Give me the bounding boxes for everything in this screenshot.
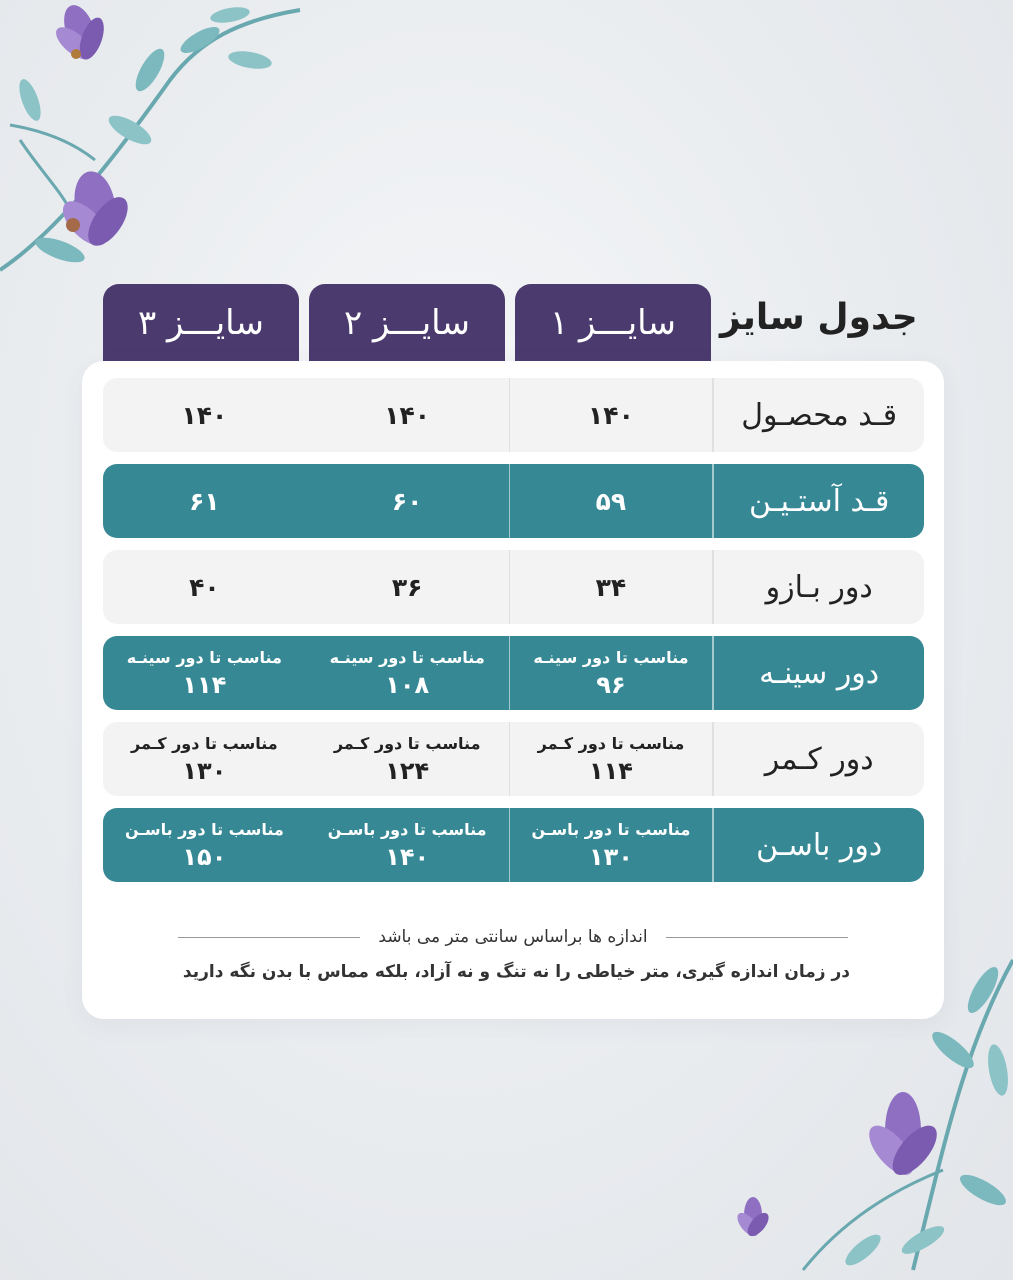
size-header-3: سایـــز ۳ (103, 284, 299, 361)
cell-size-1 (510, 722, 714, 796)
fit-note: مناسب تا دور کـمر (333, 733, 481, 753)
cell-size-2 (306, 464, 510, 538)
cell-size-3 (103, 464, 306, 538)
cell-size-2 (306, 808, 510, 882)
value: ۱۱۴ (182, 670, 227, 699)
cell-size-3 (103, 636, 306, 710)
row-label: قـد محصـول (713, 378, 924, 452)
table-row-arm-circumference (103, 550, 924, 624)
value: ۳۴ (595, 572, 627, 602)
value: ۹۶ (596, 670, 626, 699)
value: ۵۹ (595, 486, 627, 516)
measurement-instruction: در زمان اندازه گیری، متر خیاطی را نه تنگ و نه آزاد، بلکه مماس با بدن نگه دارید (182, 962, 850, 982)
page-title: جدول سایز (720, 296, 918, 338)
unit-note-row (178, 925, 848, 949)
cell-size-1 (510, 464, 714, 538)
row-label: قـد آستـیـن (713, 464, 924, 538)
fit-note: مناسب تا دور کـمر (537, 733, 685, 753)
value: ۱۴۰ (181, 400, 228, 430)
value: ۱۵۰ (182, 842, 227, 871)
row-label: دور باسـن (713, 808, 924, 882)
cell-size-3 (103, 378, 306, 452)
row-label: دور بـازو (713, 550, 924, 624)
fit-note: مناسب تا دور سینـه (329, 647, 485, 667)
value: ۱۴۰ (385, 842, 430, 871)
cell-size-2 (306, 636, 510, 710)
table-row-waist (103, 722, 924, 796)
cell-size-1 (510, 808, 714, 882)
value: ۱۴۰ (384, 400, 431, 430)
value: ۴۰ (189, 572, 220, 602)
table-row-chest (103, 636, 924, 710)
value: ۶۱ (189, 486, 220, 516)
cell-size-1 (510, 378, 714, 452)
value: ۱۴۰ (588, 400, 634, 430)
fit-note: مناسب تا دور باسـن (124, 819, 284, 839)
table-row-sleeve-length (103, 464, 924, 538)
size-header-1: سایـــز ۱ (515, 284, 711, 361)
floral-decoration-top-left (0, 0, 320, 290)
value: ۶۰ (391, 486, 423, 516)
row-label: دور سینـه (713, 636, 924, 710)
unit-note: اندازه ها براساس سانتی متر می باشد (378, 927, 648, 947)
value: ۱۱۴ (588, 756, 633, 785)
fit-note: مناسب تا دور باسـن (531, 819, 691, 839)
fit-note: مناسب تا دور کـمر (131, 733, 278, 753)
cell-size-2 (306, 722, 510, 796)
value: ۱۰۸ (385, 670, 430, 699)
fit-note: مناسب تا دور سینـه (533, 647, 689, 667)
value: ۱۲۴ (385, 756, 430, 785)
cell-size-2 (306, 378, 510, 452)
row-label: دور کـمر (713, 722, 924, 796)
table-row-product-length (103, 378, 924, 452)
fit-note: مناسب تا دور سینـه (126, 647, 282, 667)
cell-size-2 (306, 550, 510, 624)
divider (666, 937, 848, 938)
cell-size-3 (103, 722, 306, 796)
cell-size-3 (103, 550, 306, 624)
cell-size-3 (103, 808, 306, 882)
size-header-2: سایـــز ۲ (309, 284, 505, 361)
cell-size-1 (510, 636, 714, 710)
cell-size-1 (510, 550, 714, 624)
value: ۳۶ (391, 572, 423, 602)
divider (178, 937, 360, 938)
value: ۱۳۰ (182, 756, 227, 785)
table-row-hip (103, 808, 924, 882)
fit-note: مناسب تا دور باسـن (327, 819, 487, 839)
value: ۱۳۰ (588, 842, 633, 871)
